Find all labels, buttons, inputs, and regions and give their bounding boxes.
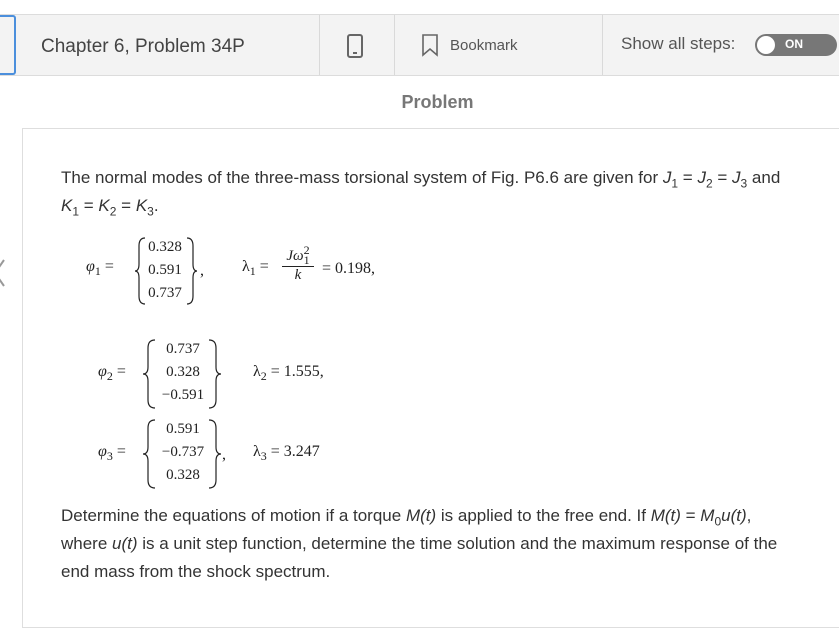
solution-toolbar — [0, 14, 839, 76]
mobile-view-button[interactable] — [344, 33, 368, 59]
problem-task — [61, 502, 821, 586]
right-brace — [208, 338, 222, 410]
vector-value: 0.328 — [148, 239, 182, 255]
j3-sub: 3 — [740, 176, 748, 191]
torque-amplitude-sub: 0 — [714, 514, 722, 529]
vector-value: −0.591 — [161, 387, 205, 403]
vector-value: 0.737 — [166, 341, 200, 357]
lambda-sub: 2 — [260, 369, 267, 384]
show-steps-toggle[interactable] — [755, 34, 837, 56]
vector-value: 0.737 — [148, 285, 182, 301]
lambda-symbol: λ — [253, 363, 261, 380]
toolbar-divider — [319, 15, 320, 75]
j1-sub: 1 — [671, 176, 679, 191]
mode-1-equation: $\varphi_1$ = 0.328 0.591 0.737 , $\lambda_1$ = $J\omega^2$ 1 k = 0.198, — [86, 236, 416, 306]
j2-sub: 2 — [705, 176, 713, 191]
mode-3-vector — [156, 418, 210, 487]
j3: J — [732, 168, 741, 187]
task-text: where — [61, 534, 113, 553]
left-brace — [142, 418, 156, 490]
eq-sign: = — [116, 196, 136, 215]
left-brace — [142, 338, 156, 410]
k3: K — [135, 196, 148, 215]
intro-and: and — [747, 168, 781, 187]
vector-value: 0.591 — [166, 421, 200, 437]
period: . — [153, 196, 159, 215]
vector-value: 0.591 — [148, 262, 182, 278]
right-brace — [186, 236, 198, 306]
phone-icon — [344, 33, 366, 59]
task-text: = — [680, 506, 701, 525]
mode-1-vector — [144, 236, 186, 305]
bookmark-label: Bookmark — [450, 36, 518, 54]
torque-amplitude: M — [700, 506, 715, 525]
torque-symbol: M(t) — [650, 506, 681, 525]
task-text: is a unit step function, determine the time solution and the maximum response of the — [137, 534, 778, 553]
k1-sub: 1 — [72, 204, 80, 219]
k2-sub: 2 — [109, 204, 117, 219]
mode-2-vector — [156, 338, 210, 407]
toolbar-divider — [394, 15, 395, 75]
j1: J — [662, 168, 672, 187]
clipped-header — [0, 0, 839, 14]
task-text: end mass from the shock spectrum. — [61, 562, 331, 581]
j2: J — [697, 168, 706, 187]
step-symbol: u(t) — [112, 534, 138, 553]
intro-text: The normal modes of the three-mass torsional system of Fig. P6.6 are given for — [61, 168, 663, 187]
torque-symbol: M(t) — [405, 506, 437, 525]
phi-sub: 3 — [106, 449, 113, 464]
toolbar-divider — [602, 15, 603, 75]
lambda-symbol: λ — [253, 443, 261, 460]
focus-marker — [0, 15, 16, 75]
mode-2-equation: $\varphi_2$ = 0.737 0.328 −0.591 $\lambda_2 = 1.555$, — [98, 338, 398, 410]
mode-3-equation: $\varphi_3$ = 0.591 −0.737 0.328 , $\lambda_3 = 3.247$ — [98, 418, 398, 490]
toggle-state: ON — [785, 37, 803, 51]
fraction-numerator: Jω — [286, 248, 304, 264]
right-brace — [208, 418, 222, 490]
k3-sub: 3 — [147, 204, 154, 219]
vector-value: 0.328 — [166, 467, 200, 483]
phi-symbol: φ — [98, 363, 107, 380]
show-steps-label: Show all steps: — [621, 34, 736, 53]
separator: , — [200, 262, 204, 279]
vector-value: −0.737 — [161, 444, 205, 460]
bookmark-button[interactable] — [420, 32, 518, 58]
vector-value: 0.328 — [166, 364, 200, 380]
lambda-sub: 3 — [260, 449, 267, 464]
lambda-value: = 3.247 — [270, 443, 320, 460]
chevron-left-icon[interactable] — [0, 258, 6, 288]
section-heading: Problem — [401, 92, 474, 112]
lambda-fraction: $J\omega^2$ 1 k — [282, 248, 314, 284]
eq-sign: = — [79, 196, 99, 215]
k1: K — [61, 196, 73, 215]
phi-sub: 2 — [106, 369, 113, 384]
task-text: Determine the equations of motion if a torque — [61, 506, 406, 525]
fraction-denominator: k — [294, 267, 302, 283]
lambda-value: = 1.555, — [270, 363, 324, 380]
separator: , — [222, 446, 226, 463]
step-symbol: u(t) — [721, 506, 747, 525]
task-text: , — [746, 506, 752, 525]
lambda-sub: 1 — [249, 264, 256, 279]
fraction-sup: 2 — [303, 243, 310, 257]
bookmark-icon — [420, 33, 440, 57]
lambda-symbol: λ — [242, 258, 250, 275]
k2: K — [98, 196, 110, 215]
eq-sign: = — [678, 168, 698, 187]
lambda-value: = 0.198, — [322, 260, 376, 277]
problem-intro — [61, 164, 821, 220]
chapter-title: Chapter 6, Problem 34P — [41, 36, 245, 57]
phi-symbol: φ — [86, 258, 95, 275]
eq-sign: = — [712, 168, 732, 187]
toggle-knob — [757, 36, 775, 54]
task-text: is applied to the free end. If — [436, 506, 651, 525]
phi-symbol: φ — [98, 443, 107, 460]
phi-sub: 1 — [94, 264, 101, 279]
